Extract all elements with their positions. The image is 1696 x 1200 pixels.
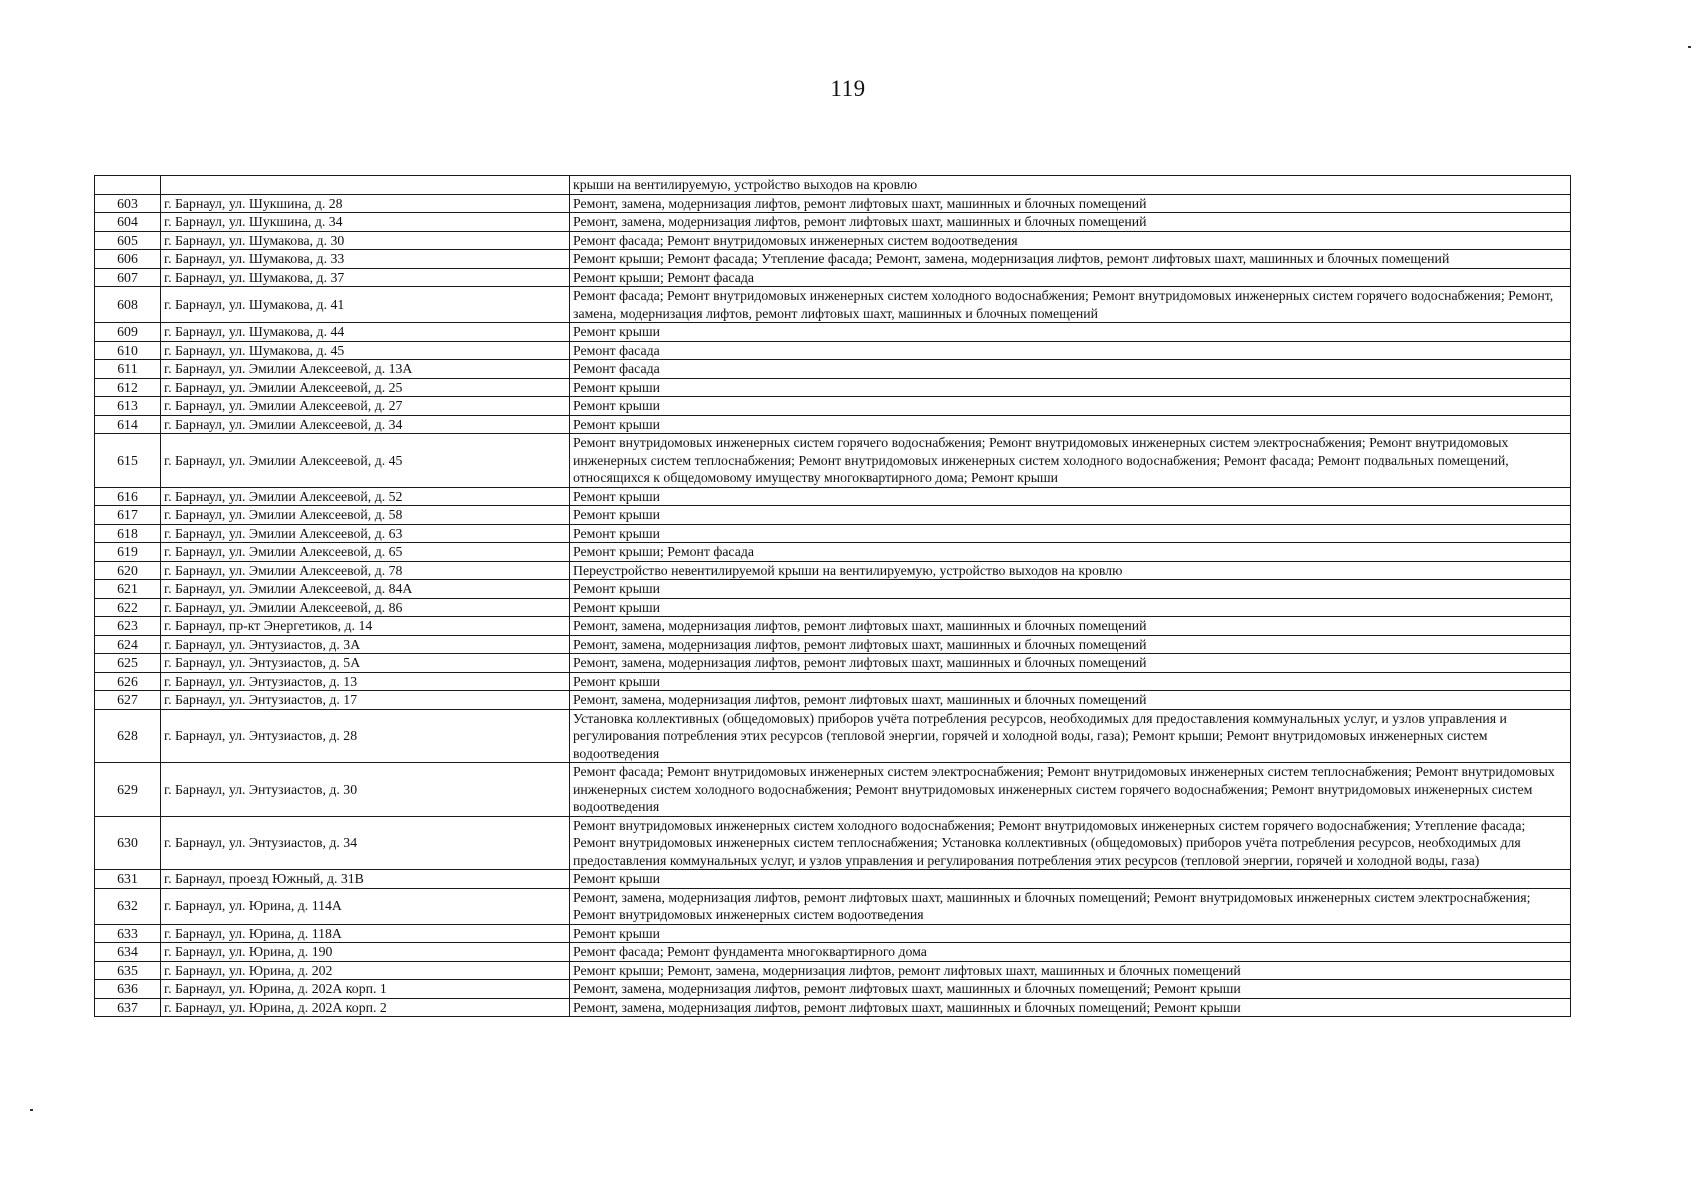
table-row (95, 434, 1571, 488)
table-row (95, 231, 1571, 250)
address-cell: г. Барнаул, ул. Юрина, д. 202А корп. 1 (161, 980, 570, 999)
address-cell: г. Барнаул, ул. Шумакова, д. 30 (161, 231, 570, 250)
table-row (95, 924, 1571, 943)
table-row (95, 397, 1571, 416)
address-cell: г. Барнаул, ул. Юрина, д. 118А (161, 924, 570, 943)
row-number: 623 (95, 617, 161, 636)
repair-works-cell: Ремонт крыши; Ремонт фасада (570, 543, 1571, 562)
repair-works-cell: Ремонт, замена, модернизация лифтов, ремонт лифтовых шахт, машинных и блочных помещений; Ремонт крыши (570, 998, 1571, 1017)
scan-mark (30, 1109, 33, 1111)
address-cell: г. Барнаул, ул. Юрина, д. 114А (161, 888, 570, 924)
repair-works-cell: Ремонт, замена, модернизация лифтов, ремонт лифтовых шахт, машинных и блочных помещений; Ремонт крыши (570, 980, 1571, 999)
row-number: 609 (95, 323, 161, 342)
address-cell: г. Барнаул, ул. Энтузиастов, д. 28 (161, 709, 570, 763)
table-row (95, 506, 1571, 525)
repair-works-cell: Ремонт фасада; Ремонт внутридомовых инженерных систем холодного водоснабжения; Ремонт внутридомовых инженерных систем горячего водоснабжения; Ремонт, замена, модернизация лифтов, ремонт лифтовых шахт, машинных и блочных помещений (570, 287, 1571, 323)
repair-works-cell: Ремонт, замена, модернизация лифтов, ремонт лифтовых шахт, машинных и блочных помещений; Ремонт внутридомовых инженерных систем электроснабжения; Ремонт внутридомовых инженерных систем водоотведения (570, 888, 1571, 924)
address-cell: г. Барнаул, ул. Энтузиастов, д. 17 (161, 691, 570, 710)
row-number: 605 (95, 231, 161, 250)
address-cell: г. Барнаул, ул. Эмилии Алексеевой, д. 52 (161, 487, 570, 506)
table-row (95, 763, 1571, 817)
repair-works-cell: Переустройство невентилируемой крыши на вентилируемую, устройство выходов на кровлю (570, 561, 1571, 580)
repair-works-cell: Ремонт крыши (570, 506, 1571, 525)
row-number: 636 (95, 980, 161, 999)
table-row (95, 213, 1571, 232)
repair-works-cell: Ремонт фасада; Ремонт внутридомовых инженерных систем водоотведения (570, 231, 1571, 250)
scan-mark (1688, 46, 1691, 48)
repair-works-cell: Ремонт крыши; Ремонт фасада; Утепление фасада; Ремонт, замена, модернизация лифтов, ремонт лифтовых шахт, машинных и блочных помещений (570, 250, 1571, 269)
row-number: 625 (95, 654, 161, 673)
table-row (95, 415, 1571, 434)
address-cell: г. Барнаул, ул. Шумакова, д. 41 (161, 287, 570, 323)
row-number: 624 (95, 635, 161, 654)
registry-body (95, 176, 1571, 1017)
table-row (95, 598, 1571, 617)
repair-works-cell: Ремонт крыши (570, 323, 1571, 342)
address-cell: г. Барнаул, ул. Энтузиастов, д. 34 (161, 816, 570, 870)
row-number: 606 (95, 250, 161, 269)
table-row (95, 980, 1571, 999)
row-number: 629 (95, 763, 161, 817)
row-number: 635 (95, 961, 161, 980)
address-cell: г. Барнаул, ул. Юрина, д. 202А корп. 2 (161, 998, 570, 1017)
repair-works-cell: Ремонт крыши; Ремонт, замена, модернизация лифтов, ремонт лифтовых шахт, машинных и блочных помещений (570, 961, 1571, 980)
address-cell: г. Барнаул, ул. Шукшина, д. 28 (161, 194, 570, 213)
repair-works-cell: Ремонт внутридомовых инженерных систем горячего водоснабжения; Ремонт внутридомовых инженерных систем электроснабжения; Ремонт внутридомовых инженерных систем теплоснабжения; Ремонт внутридомовых инженерных систем холодного водоснабжения; Ремонт фасада; Ремонт подвальных помещений, относящихся к общедомовому имуществу многоквартирного дома; Ремонт крыши (570, 434, 1571, 488)
address-cell: г. Барнаул, ул. Эмилии Алексеевой, д. 58 (161, 506, 570, 525)
row-number: 631 (95, 870, 161, 889)
row-number (95, 176, 161, 195)
row-number: 622 (95, 598, 161, 617)
row-number: 612 (95, 378, 161, 397)
row-number: 634 (95, 943, 161, 962)
table-row (95, 524, 1571, 543)
table-row (95, 341, 1571, 360)
row-number: 620 (95, 561, 161, 580)
table-row (95, 176, 1571, 195)
repair-works-cell: Ремонт крыши (570, 415, 1571, 434)
repair-works-cell: Ремонт, замена, модернизация лифтов, ремонт лифтовых шахт, машинных и блочных помещений (570, 213, 1571, 232)
row-number: 618 (95, 524, 161, 543)
address-cell: г. Барнаул, ул. Шумакова, д. 45 (161, 341, 570, 360)
repair-works-cell: Ремонт крыши (570, 487, 1571, 506)
repair-works-cell: Ремонт крыши (570, 397, 1571, 416)
table-row (95, 635, 1571, 654)
address-cell: г. Барнаул, ул. Эмилии Алексеевой, д. 84А (161, 580, 570, 599)
row-number: 626 (95, 672, 161, 691)
repair-works-cell: Ремонт фасада; Ремонт фундамента многоквартирного дома (570, 943, 1571, 962)
repair-works-cell: Ремонт крыши (570, 870, 1571, 889)
address-cell: г. Барнаул, ул. Шумакова, д. 33 (161, 250, 570, 269)
table-row (95, 691, 1571, 710)
address-cell: г. Барнаул, ул. Эмилии Алексеевой, д. 27 (161, 397, 570, 416)
table-row (95, 378, 1571, 397)
table-row (95, 287, 1571, 323)
address-cell: г. Барнаул, ул. Энтузиастов, д. 5А (161, 654, 570, 673)
table-row (95, 709, 1571, 763)
table-row (95, 487, 1571, 506)
address-cell: г. Барнаул, ул. Эмилии Алексеевой, д. 25 (161, 378, 570, 397)
address-cell: г. Барнаул, ул. Эмилии Алексеевой, д. 13А (161, 360, 570, 379)
repair-works-cell: Ремонт крыши; Ремонт фасада (570, 268, 1571, 287)
repair-works-cell: Установка коллективных (общедомовых) приборов учёта потребления ресурсов, необходимых для предоставления коммунальных услуг, и узлов управления и регулирования потребления этих ресурсов (тепловой энергии, горячей и холодной воды, газа); Ремонт крыши; Ремонт внутридомовых инженерных систем водоотведения (570, 709, 1571, 763)
row-number: 632 (95, 888, 161, 924)
address-cell: г. Барнаул, ул. Эмилии Алексеевой, д. 34 (161, 415, 570, 434)
table-row (95, 194, 1571, 213)
row-number: 603 (95, 194, 161, 213)
table-row (95, 268, 1571, 287)
table-row (95, 961, 1571, 980)
row-number: 627 (95, 691, 161, 710)
repair-works-cell: Ремонт крыши (570, 672, 1571, 691)
address-cell: г. Барнаул, пр-кт Энергетиков, д. 14 (161, 617, 570, 636)
address-cell: г. Барнаул, ул. Энтузиастов, д. 13 (161, 672, 570, 691)
repair-works-cell: Ремонт фасада; Ремонт внутридомовых инженерных систем электроснабжения; Ремонт внутридомовых инженерных систем теплоснабжения; Ремонт внутридомовых инженерных систем холодного водоснабжения; Ремонт внутридомовых инженерных систем горячего водоснабжения; Ремонт внутридомовых инженерных систем водоотведения (570, 763, 1571, 817)
table-row (95, 323, 1571, 342)
address-cell: г. Барнаул, ул. Шумакова, д. 37 (161, 268, 570, 287)
repair-works-cell: Ремонт, замена, модернизация лифтов, ремонт лифтовых шахт, машинных и блочных помещений (570, 691, 1571, 710)
address-cell: г. Барнаул, ул. Юрина, д. 190 (161, 943, 570, 962)
repair-works-cell: Ремонт крыши (570, 580, 1571, 599)
table-row (95, 360, 1571, 379)
address-cell: г. Барнаул, ул. Энтузиастов, д. 30 (161, 763, 570, 817)
repair-works-cell: крыши на вентилируемую, устройство выходов на кровлю (570, 176, 1571, 195)
row-number: 610 (95, 341, 161, 360)
table-row (95, 888, 1571, 924)
row-number: 616 (95, 487, 161, 506)
repair-registry-table (94, 175, 1571, 1017)
address-cell: г. Барнаул, ул. Энтузиастов, д. 3А (161, 635, 570, 654)
address-cell: г. Барнаул, ул. Эмилии Алексеевой, д. 65 (161, 543, 570, 562)
table-row (95, 816, 1571, 870)
table-row (95, 672, 1571, 691)
repair-works-cell: Ремонт, замена, модернизация лифтов, ремонт лифтовых шахт, машинных и блочных помещений (570, 635, 1571, 654)
repair-works-cell: Ремонт внутридомовых инженерных систем холодного водоснабжения; Ремонт внутридомовых инженерных систем горячего водоснабжения; Утепление фасада; Ремонт внутридомовых инженерных систем теплоснабжения; Установка коллективных (общедомовых) приборов учёта потребления ресурсов, необходимых для предоставления коммунальных услуг, и узлов управления и регулирования потребления этих ресурсов (тепловой энергии, горячей и холодной воды, газа) (570, 816, 1571, 870)
row-number: 619 (95, 543, 161, 562)
address-cell: г. Барнаул, ул. Шумакова, д. 44 (161, 323, 570, 342)
row-number: 608 (95, 287, 161, 323)
row-number: 613 (95, 397, 161, 416)
table-row (95, 654, 1571, 673)
repair-works-cell: Ремонт, замена, модернизация лифтов, ремонт лифтовых шахт, машинных и блочных помещений (570, 654, 1571, 673)
repair-works-cell: Ремонт фасада (570, 341, 1571, 360)
address-cell: г. Барнаул, ул. Эмилии Алексеевой, д. 78 (161, 561, 570, 580)
address-cell: г. Барнаул, ул. Эмилии Алексеевой, д. 86 (161, 598, 570, 617)
table-row (95, 543, 1571, 562)
row-number: 607 (95, 268, 161, 287)
table-row (95, 580, 1571, 599)
address-cell: г. Барнаул, ул. Эмилии Алексеевой, д. 63 (161, 524, 570, 543)
address-cell: г. Барнаул, ул. Шукшина, д. 34 (161, 213, 570, 232)
row-number: 637 (95, 998, 161, 1017)
row-number: 615 (95, 434, 161, 488)
address-cell: г. Барнаул, проезд Южный, д. 31В (161, 870, 570, 889)
repair-works-cell: Ремонт крыши (570, 598, 1571, 617)
row-number: 633 (95, 924, 161, 943)
row-number: 614 (95, 415, 161, 434)
repair-works-cell: Ремонт крыши (570, 378, 1571, 397)
address-cell (161, 176, 570, 195)
table-row (95, 617, 1571, 636)
row-number: 628 (95, 709, 161, 763)
row-number: 617 (95, 506, 161, 525)
table-row (95, 870, 1571, 889)
address-cell: г. Барнаул, ул. Эмилии Алексеевой, д. 45 (161, 434, 570, 488)
row-number: 630 (95, 816, 161, 870)
table-row (95, 943, 1571, 962)
page-number: 119 (830, 76, 866, 101)
row-number: 611 (95, 360, 161, 379)
repair-works-cell: Ремонт крыши (570, 524, 1571, 543)
repair-works-cell: Ремонт, замена, модернизация лифтов, ремонт лифтовых шахт, машинных и блочных помещений (570, 617, 1571, 636)
repair-works-cell: Ремонт крыши (570, 924, 1571, 943)
repair-works-cell: Ремонт фасада (570, 360, 1571, 379)
table-row (95, 998, 1571, 1017)
table-row (95, 561, 1571, 580)
table-row (95, 250, 1571, 269)
row-number: 621 (95, 580, 161, 599)
address-cell: г. Барнаул, ул. Юрина, д. 202 (161, 961, 570, 980)
row-number: 604 (95, 213, 161, 232)
repair-works-cell: Ремонт, замена, модернизация лифтов, ремонт лифтовых шахт, машинных и блочных помещений (570, 194, 1571, 213)
